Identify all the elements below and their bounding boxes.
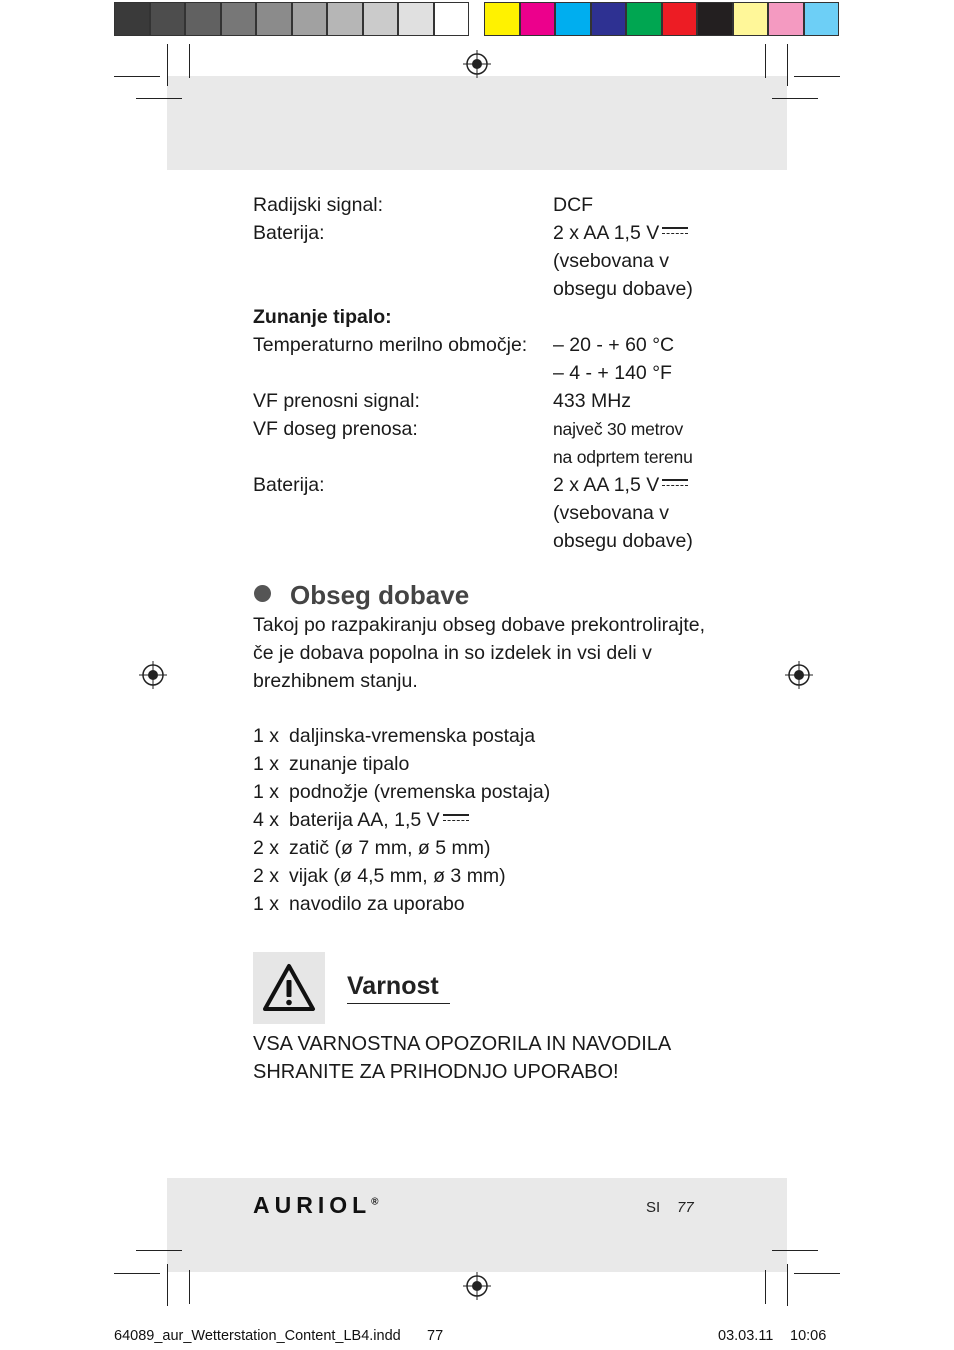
color-swatch-gray bbox=[327, 2, 363, 36]
color-swatch-process bbox=[484, 2, 520, 36]
dc-symbol-icon bbox=[662, 477, 688, 489]
scope-item-text: zunanje tipalo bbox=[289, 753, 410, 775]
section-heading-safety: Varnost bbox=[347, 972, 439, 1000]
scope-item-label: baterija AA, 1,5 V bbox=[289, 809, 440, 831]
color-swatch-process bbox=[662, 2, 698, 36]
crop-mark bbox=[787, 44, 788, 86]
warning-box bbox=[253, 952, 325, 1024]
section-heading-scope: Obseg dobave bbox=[290, 580, 470, 610]
spec-value bbox=[553, 219, 688, 247]
safety-notice-line: SHRANITE ZA PRIHODNJO UPORABO! bbox=[253, 1061, 619, 1083]
scope-item-qty: 1 x bbox=[253, 753, 280, 775]
spec-value: – 4 - + 140 °F bbox=[553, 362, 672, 384]
spec-label: VF doseg prenosa: bbox=[253, 418, 418, 440]
scope-item-qty: 2 x bbox=[253, 837, 280, 859]
scope-item-text: daljinska-vremenska postaja bbox=[289, 725, 536, 747]
spec-label: Baterija: bbox=[253, 222, 325, 244]
spec-value-text: 2 x AA 1,5 V bbox=[553, 474, 660, 496]
color-swatch-gray bbox=[434, 2, 470, 36]
spec-value bbox=[553, 471, 688, 499]
crop-mark bbox=[787, 1264, 788, 1306]
color-swatch-process bbox=[520, 2, 556, 36]
header-band bbox=[167, 76, 787, 170]
color-swatch-gray bbox=[150, 2, 186, 36]
page-number: 77 bbox=[677, 1199, 694, 1216]
color-swatch-process bbox=[768, 2, 804, 36]
color-swatch-gray bbox=[185, 2, 221, 36]
scope-item-text: zatič (ø 7 mm, ø 5 mm) bbox=[289, 837, 491, 859]
scope-item-qty: 1 x bbox=[253, 781, 280, 803]
color-swatch-process bbox=[591, 2, 627, 36]
crop-mark bbox=[167, 44, 168, 86]
spec-value: obsegu dobave) bbox=[553, 278, 693, 300]
section-heading-sensor: Zunanje tipalo: bbox=[253, 306, 392, 328]
registration-mark-icon bbox=[785, 661, 813, 689]
slug-time: 10:06 bbox=[790, 1328, 827, 1344]
scope-intro-line: če je dobava popolna in so izdelek in vsi deli v bbox=[253, 642, 652, 664]
registration-mark-icon bbox=[139, 661, 167, 689]
scope-item-text: podnožje (vremenska postaja) bbox=[289, 781, 551, 803]
spec-label: Radijski signal: bbox=[253, 194, 384, 216]
color-swatch-process bbox=[804, 2, 840, 36]
spec-value: obsegu dobave) bbox=[553, 530, 693, 552]
crop-mark bbox=[765, 44, 766, 78]
spec-label: Temperaturno merilno območje: bbox=[253, 334, 528, 356]
slug-page: 77 bbox=[427, 1328, 444, 1344]
scope-item-text: navodilo za uporabo bbox=[289, 893, 465, 915]
crop-mark bbox=[167, 1264, 168, 1306]
scope-item-qty: 1 x bbox=[253, 893, 280, 915]
heading-underline bbox=[347, 1003, 450, 1004]
crop-mark bbox=[114, 1273, 160, 1274]
crop-mark bbox=[114, 76, 160, 77]
color-swatch-process bbox=[697, 2, 733, 36]
warning-triangle-icon bbox=[253, 952, 325, 1024]
scope-item-text: vijak (ø 4,5 mm, ø 3 mm) bbox=[289, 865, 506, 887]
color-swatch-process bbox=[733, 2, 769, 36]
crop-mark bbox=[189, 1270, 190, 1304]
bullet-icon bbox=[254, 585, 271, 602]
crop-mark bbox=[765, 1270, 766, 1304]
spec-value: – 20 - + 60 °C bbox=[553, 334, 675, 356]
color-swatch-process bbox=[626, 2, 662, 36]
color-swatch-gray bbox=[221, 2, 257, 36]
dc-symbol-icon bbox=[443, 812, 469, 824]
color-swatch-gray bbox=[292, 2, 328, 36]
registration-mark-icon bbox=[463, 50, 491, 78]
crop-mark bbox=[794, 1273, 840, 1274]
registration-mark-icon bbox=[463, 1272, 491, 1300]
color-swatch-gray bbox=[398, 2, 434, 36]
crop-mark bbox=[794, 76, 840, 77]
slug-file: 64089_aur_Wetterstation_Content_LB4.indd bbox=[114, 1328, 401, 1344]
spec-value: (vsebovana v bbox=[553, 502, 669, 524]
scope-intro-line: brezhibnem stanju. bbox=[253, 670, 418, 692]
brand-registered-mark: ® bbox=[371, 1196, 379, 1208]
color-swatch-gray bbox=[363, 2, 399, 36]
scope-item-qty: 4 x bbox=[253, 809, 280, 831]
slug-date: 03.03.11 bbox=[718, 1328, 774, 1344]
spec-value: na odprtem terenu bbox=[553, 447, 693, 467]
color-swatch-gray bbox=[256, 2, 292, 36]
brand-logo bbox=[253, 1192, 379, 1219]
scope-item-qty: 1 x bbox=[253, 725, 280, 747]
color-swatch-gray bbox=[114, 2, 150, 36]
spec-value: največ 30 metrov bbox=[553, 419, 684, 439]
brand-name: AURIOL bbox=[253, 1192, 372, 1218]
scope-item-qty: 2 x bbox=[253, 865, 280, 887]
crop-mark bbox=[772, 98, 818, 99]
spec-label: VF prenosni signal: bbox=[253, 390, 420, 412]
spec-value-text: 2 x AA 1,5 V bbox=[553, 222, 660, 244]
dc-symbol-icon bbox=[662, 225, 688, 237]
color-swatch-process bbox=[555, 2, 591, 36]
crop-mark bbox=[772, 1250, 818, 1251]
spec-label: Baterija: bbox=[253, 474, 325, 496]
crop-mark bbox=[136, 98, 182, 99]
scope-item-text bbox=[289, 806, 469, 834]
safety-notice-line: VSA VARNOSTNA OPOZORILA IN NAVODILA bbox=[253, 1033, 672, 1055]
spec-value: DCF bbox=[553, 194, 594, 216]
page-language: SI bbox=[646, 1199, 661, 1216]
spec-value: (vsebovana v bbox=[553, 250, 669, 272]
scope-intro-line: Takoj po razpakiranju obseg dobave prekontrolirajte, bbox=[253, 614, 706, 636]
crop-mark bbox=[136, 1250, 182, 1251]
spec-value: 433 MHz bbox=[553, 390, 632, 412]
crop-mark bbox=[189, 44, 190, 78]
